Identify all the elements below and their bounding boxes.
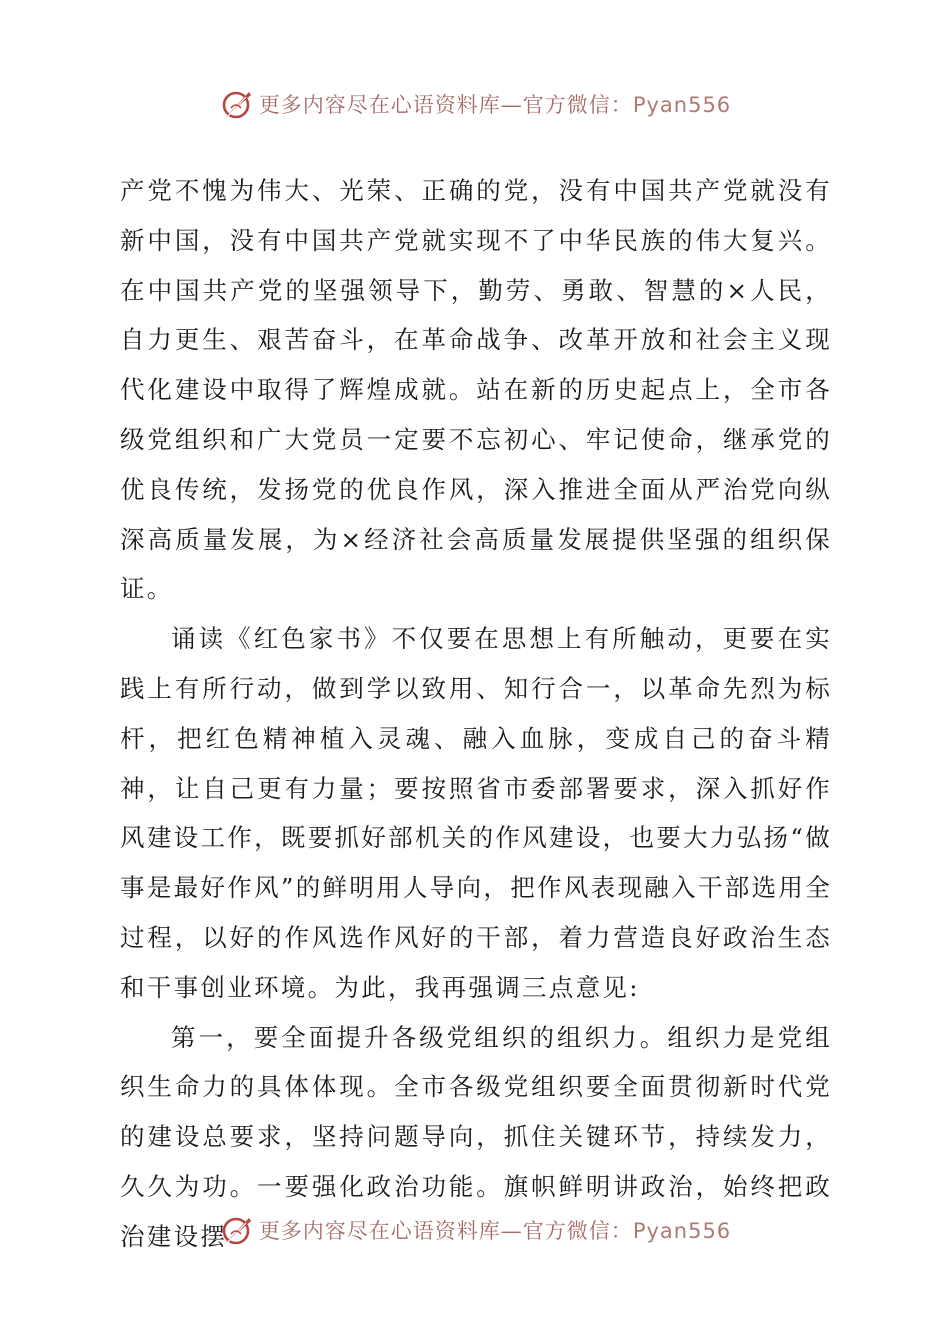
paragraph-2: 诵读《红色家书》不仅要在思想上有所触动，更要在实践上有所行动，做到学以致用、知行合一，以革命先烈为标杆，把红色精神植入灵魂、融入血脉，变成自己的奋斗精神，让自己更有力量；要按照省市委部署要求，深入抓好作风建设工作，既要抓好部机关的作风建设，也要大力弘扬“做事是最好作风”的鲜明用人导向，把作风表现融入干部选用全过程，以好的作风选作风好的干部，着力营造良好政治生态和干事创业环境。为此，我再强调三点意见: — [120, 624, 832, 1002]
document-body — [120, 166, 832, 1262]
paragraph-3: 第一，要全面提升各级党组织的组织力。组织力是党组织生命力的具体体现。全市各级党组织要全面贯彻新时代党的建设总要求，坚持问题导向，抓住关键环节，持续发力，久久为功。一要强化政治功能。旗帜鲜明讲政治，始终把政治建设摆 — [120, 1022, 832, 1251]
header-banner-text — [259, 89, 731, 119]
footer-banner-label: 更多内容尽在心语资料库—官方微信： — [258, 1219, 633, 1243]
paragraph-1: 产党不愧为伟大、光荣、正确的党，没有中国共产党就没有新中国，没有中国共产党就实现不了中华民族的伟大复兴。在中国共产党的坚强领导下，勤劳、勇敢、智慧的×人民，自力更生、艰苦奋斗，在革命战争、改革开放和社会主义现代化建设中取得了辉煌成就。站在新的历史起点上，全市各级党组织和广大党员一定要不忘初心、牢记使命，继承党的优良传统，发扬党的优良作风，深入推进全面从严治党向纵深高质量发展，为×经济社会高质量发展提供坚强的组织保证。 — [120, 176, 832, 604]
header-banner — [0, 84, 950, 124]
header-banner-label: 更多内容尽在心语资料库—官方微信： — [258, 93, 633, 117]
footer-banner-text — [259, 1215, 731, 1245]
footer-banner — [0, 1210, 950, 1250]
quill-pen-logo-icon — [219, 86, 255, 122]
footer-wechat-id: Pyan556 — [632, 1219, 732, 1243]
header-wechat-id: Pyan556 — [632, 93, 732, 117]
quill-pen-logo-icon — [219, 1212, 255, 1248]
